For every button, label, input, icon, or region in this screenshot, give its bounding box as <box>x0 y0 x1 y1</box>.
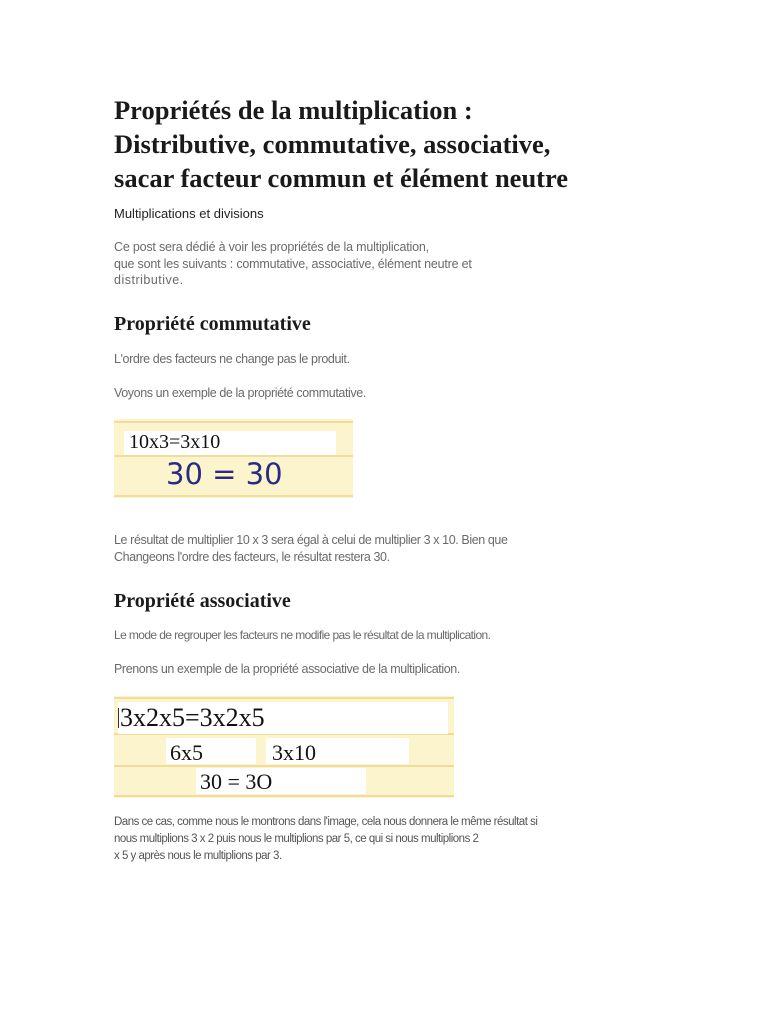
explanation-line: nous multiplions 3 x 2 puis nous le multiplions par 5, ce qui si nous multiplions 2 <box>114 833 479 845</box>
intro-line: distributive. <box>114 273 184 287</box>
result-text: 30 = 3O <box>200 769 273 794</box>
explanation-line: Changeons l'ordre des facteurs, le résultat restera 30. <box>114 550 390 564</box>
category-label[interactable]: Multiplications et divisions <box>114 206 264 221</box>
commutative-definition: L'ordre des facteurs ne change pas le produit. <box>114 352 350 366</box>
partial-product-right: 3x10 <box>272 740 316 765</box>
ruled-line <box>114 795 454 797</box>
intro-line: Ce post sera dédié à voir les propriétés de la multiplication, <box>114 240 429 254</box>
ruled-line <box>114 697 454 699</box>
section-heading-associative: Propriété associative <box>114 590 291 612</box>
associative-example-image <box>114 696 454 798</box>
explanation-line: x 5 y après nous le multiplions par 3. <box>114 850 282 862</box>
title-line: Distributive, commutative, associative, <box>114 129 551 159</box>
handwritten-result: 30 = 30 <box>166 457 283 491</box>
intro-line: que sont les suivants : commutative, associative, élément neutre et <box>114 256 472 271</box>
ruled-line <box>114 495 353 497</box>
associative-explanation <box>114 814 537 865</box>
section-heading-commutative: Propriété commutative <box>114 313 311 335</box>
explanation-line: Dans ce cas, comme nous le montrons dans l'image, cela nous donnera le même résultat si <box>114 816 538 828</box>
partial-product-left: 6x5 <box>170 740 203 765</box>
intro-paragraph <box>114 239 472 289</box>
page-title <box>114 93 714 195</box>
title-line: Propriétés de la multiplication : <box>114 95 473 125</box>
equation-text: 3x2x5=3x2x5 <box>120 703 265 732</box>
title-line: sacar facteur commun et élément neutre <box>114 163 569 193</box>
associative-example-intro: Prenons un exemple de la propriété associative de la multiplication. <box>114 662 460 676</box>
explanation-line: Le résultat de multiplier 10 x 3 sera égal à celui de multiplier 3 x 10. Bien que <box>114 533 508 547</box>
commutative-explanation <box>114 532 508 566</box>
commutative-example-image <box>114 419 353 498</box>
commutative-example-intro: Voyons un exemple de la propriété commutative. <box>114 386 366 400</box>
associative-definition: Le mode de regrouper les facteurs ne modifie pas le résultat de la multiplication. <box>114 628 491 642</box>
equation-text: 10x3=3x10 <box>129 431 221 453</box>
ruled-line <box>114 421 353 423</box>
